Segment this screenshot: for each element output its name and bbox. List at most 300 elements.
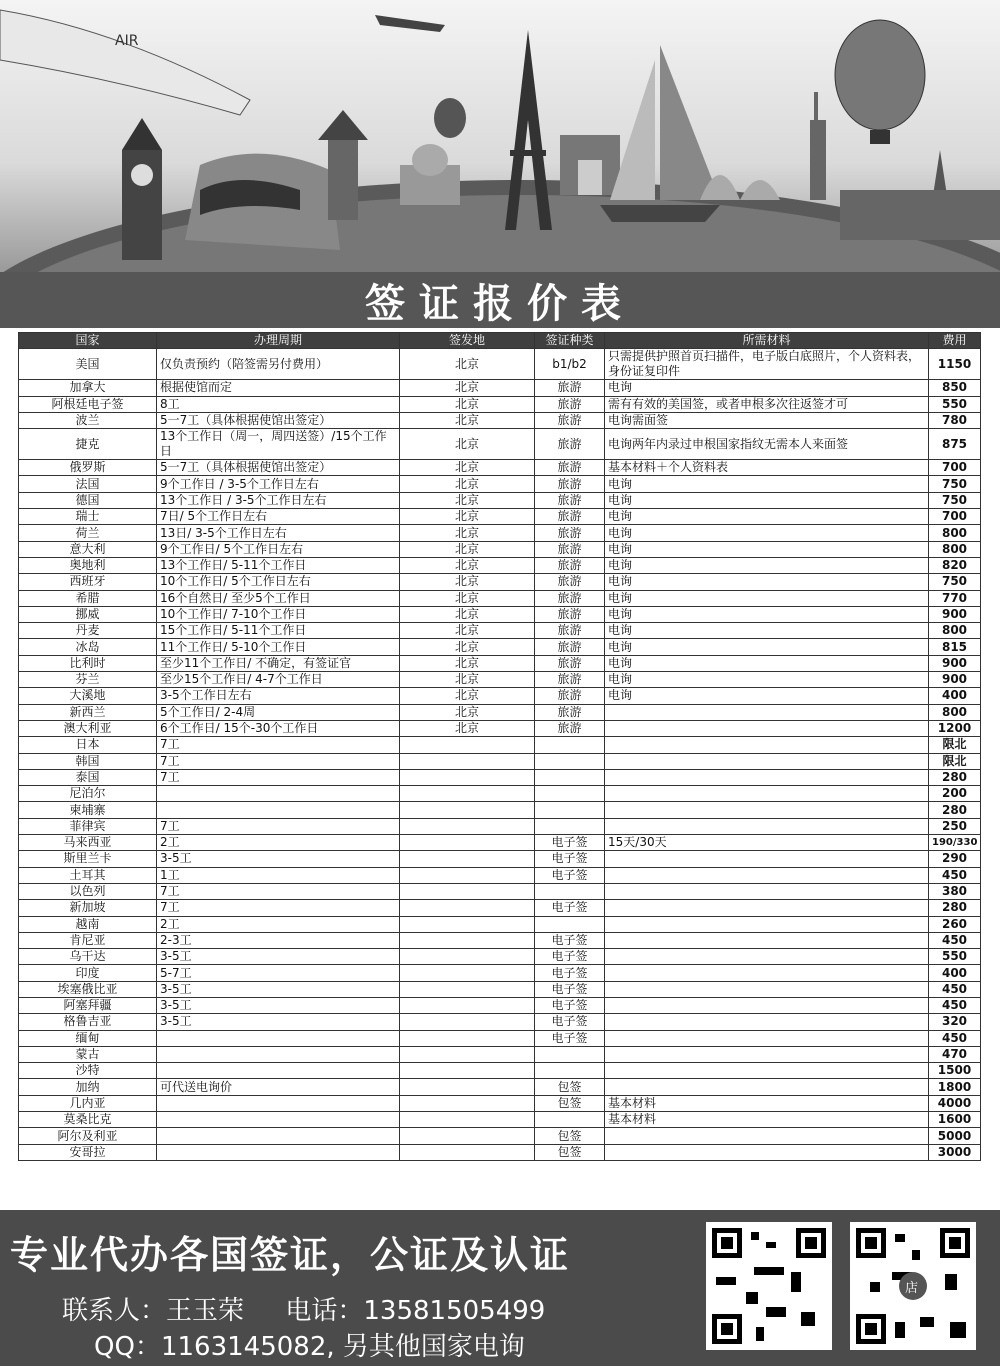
cell-country: 意大利 (19, 541, 157, 557)
landmark-collage-illustration (0, 0, 1000, 272)
cell-issue-place (400, 965, 535, 981)
sailboat-icon (660, 45, 720, 200)
cell-visa-type: 包签 (535, 1095, 605, 1111)
cell-visa-type: 旅游 (535, 639, 605, 655)
cell-period: 5一7工（具体根据使馆出签定） (157, 412, 400, 428)
cell-period (157, 802, 400, 818)
cell-visa-type (535, 818, 605, 834)
qq-label: QQ： (94, 1332, 161, 1362)
cell-country: 乌干达 (19, 949, 157, 965)
cell-fee: 450 (929, 867, 981, 883)
cell-issue-place: 北京 (400, 349, 535, 380)
wechat-qr-code[interactable] (706, 1222, 832, 1350)
cell-fee: 875 (929, 429, 981, 460)
cell-fee: 190/330 (929, 835, 981, 851)
cell-country: 几内亚 (19, 1095, 157, 1111)
cell-fee: 750 (929, 574, 981, 590)
header-fee: 费用 (929, 333, 981, 349)
table-row (19, 1095, 981, 1111)
cell-fee: 470 (929, 1046, 981, 1062)
cell-issue-place (400, 900, 535, 916)
cell-fee: 800 (929, 525, 981, 541)
cell-fee: 770 (929, 590, 981, 606)
cell-fee: 限北 (929, 737, 981, 753)
travel-banner (0, 0, 1000, 272)
cell-visa-type: 电子签 (535, 997, 605, 1013)
cell-fee: 800 (929, 623, 981, 639)
cell-visa-type: 旅游 (535, 476, 605, 492)
cell-period: 7日/ 5个工作日左右 (157, 509, 400, 525)
cell-visa-type (535, 1112, 605, 1128)
cell-fee: 200 (929, 786, 981, 802)
table-row (19, 802, 981, 818)
cell-materials: 基本材料 (605, 1112, 929, 1128)
cell-fee: 780 (929, 412, 981, 428)
cell-period: 3-5工 (157, 997, 400, 1013)
table-row (19, 883, 981, 899)
cell-issue-place (400, 753, 535, 769)
cell-country: 马来西亚 (19, 835, 157, 851)
cell-fee: 1200 (929, 720, 981, 736)
cell-issue-place (400, 949, 535, 965)
table-row (19, 429, 981, 460)
cell-fee: 850 (929, 380, 981, 396)
table-row (19, 949, 981, 965)
cell-country: 以色列 (19, 883, 157, 899)
cell-issue-place: 北京 (400, 380, 535, 396)
cell-period: 7工 (157, 900, 400, 916)
cell-issue-place: 北京 (400, 412, 535, 428)
cell-materials (605, 704, 929, 720)
table-row (19, 655, 981, 671)
cell-fee: 450 (929, 997, 981, 1013)
cell-period: 9个工作日/ 5个工作日左右 (157, 541, 400, 557)
cell-issue-place: 北京 (400, 476, 535, 492)
cell-fee: 700 (929, 460, 981, 476)
page-title-bar (0, 272, 1000, 328)
cell-country: 安哥拉 (19, 1144, 157, 1160)
cell-materials (605, 818, 929, 834)
cell-period: 5个工作日/ 2-4周 (157, 704, 400, 720)
cell-materials (605, 949, 929, 965)
cell-issue-place (400, 1144, 535, 1160)
cell-visa-type: 旅游 (535, 429, 605, 460)
cell-country: 阿塞拜疆 (19, 997, 157, 1013)
cell-period: 13个工作日/ 5-11个工作日 (157, 557, 400, 573)
table-row (19, 769, 981, 785)
table-row (19, 606, 981, 622)
cell-materials: 电询 (605, 590, 929, 606)
table-row (19, 851, 981, 867)
cell-period (157, 1112, 400, 1128)
cell-visa-type: 电子签 (535, 965, 605, 981)
svg-text:AIR: AIR (115, 33, 139, 49)
cell-materials (605, 1128, 929, 1144)
cell-country: 俄罗斯 (19, 460, 157, 476)
table-row (19, 981, 981, 997)
table-row (19, 349, 981, 380)
cell-materials: 电询 (605, 380, 929, 396)
cell-materials: 电询 (605, 606, 929, 622)
statue-of-liberty-icon (810, 120, 826, 200)
cell-visa-type: 旅游 (535, 541, 605, 557)
cell-country: 芬兰 (19, 672, 157, 688)
table-row (19, 737, 981, 753)
cell-issue-place (400, 786, 535, 802)
cell-materials: 电询 (605, 492, 929, 508)
cell-materials (605, 1063, 929, 1079)
cell-period: 根据使馆而定 (157, 380, 400, 396)
cell-country: 新西兰 (19, 704, 157, 720)
cell-visa-type (535, 1046, 605, 1062)
cell-materials: 基本材料 (605, 1095, 929, 1111)
cell-issue-place: 北京 (400, 541, 535, 557)
small-airplane-icon (375, 15, 445, 32)
cell-country: 加拿大 (19, 380, 157, 396)
cell-country: 日本 (19, 737, 157, 753)
table-row (19, 1014, 981, 1030)
cell-visa-type: 旅游 (535, 557, 605, 573)
cell-period: 13个工作日（周一，周四送签）/15个工作日 (157, 429, 400, 460)
cell-country: 美国 (19, 349, 157, 380)
shop-badge: 店 (905, 1281, 919, 1296)
table-row (19, 509, 981, 525)
cell-country: 希腊 (19, 590, 157, 606)
cell-issue-place: 北京 (400, 720, 535, 736)
cell-materials (605, 932, 929, 948)
cell-issue-place (400, 1095, 535, 1111)
cell-materials (605, 997, 929, 1013)
cell-period: 10个工作日/ 7-10个工作日 (157, 606, 400, 622)
cell-period: 9个工作日 / 3-5个工作日左右 (157, 476, 400, 492)
cell-period: 8工 (157, 396, 400, 412)
cell-period: 7工 (157, 883, 400, 899)
cell-visa-type: 旅游 (535, 412, 605, 428)
cell-visa-type: 旅游 (535, 525, 605, 541)
cell-visa-type (535, 802, 605, 818)
cell-visa-type: 电子签 (535, 851, 605, 867)
cell-fee: 450 (929, 932, 981, 948)
contact-footer (0, 1210, 1000, 1366)
cell-country: 菲律宾 (19, 818, 157, 834)
cell-period: 至少11个工作日/ 不确定，有签证官 (157, 655, 400, 671)
cell-period: 7工 (157, 753, 400, 769)
cell-country: 印度 (19, 965, 157, 981)
cell-period: 3-5工 (157, 851, 400, 867)
cell-country: 阿根廷电子签 (19, 396, 157, 412)
cell-issue-place (400, 916, 535, 932)
cell-visa-type: 电子签 (535, 932, 605, 948)
cell-country: 柬埔寨 (19, 802, 157, 818)
cell-materials (605, 981, 929, 997)
cell-issue-place: 北京 (400, 704, 535, 720)
cell-visa-type: 旅游 (535, 380, 605, 396)
cell-issue-place: 北京 (400, 557, 535, 573)
cell-country: 奥地利 (19, 557, 157, 573)
cell-visa-type (535, 737, 605, 753)
cell-country: 挪威 (19, 606, 157, 622)
cell-materials (605, 753, 929, 769)
cell-country: 韩国 (19, 753, 157, 769)
cell-period (157, 786, 400, 802)
cell-fee: 260 (929, 916, 981, 932)
cell-issue-place: 北京 (400, 688, 535, 704)
cell-country: 斯里兰卡 (19, 851, 157, 867)
cell-issue-place: 北京 (400, 429, 535, 460)
cell-materials: 电询 (605, 688, 929, 704)
cell-period: 2工 (157, 916, 400, 932)
cell-fee: 380 (929, 883, 981, 899)
cell-issue-place (400, 981, 535, 997)
cell-issue-place: 北京 (400, 590, 535, 606)
table-row (19, 916, 981, 932)
cell-fee: 450 (929, 981, 981, 997)
cell-issue-place: 北京 (400, 606, 535, 622)
cell-materials: 只需提供护照首页扫描件，电子版白底照片，个人资料表，身份证复印件 (605, 349, 929, 380)
cell-visa-type: 电子签 (535, 835, 605, 851)
header-materials: 所需材料 (605, 333, 929, 349)
cell-fee: 限北 (929, 753, 981, 769)
cell-issue-place (400, 1128, 535, 1144)
cell-fee: 800 (929, 541, 981, 557)
cell-fee: 400 (929, 965, 981, 981)
cell-materials (605, 1030, 929, 1046)
table-row (19, 867, 981, 883)
table-row (19, 835, 981, 851)
cell-materials: 电询 (605, 672, 929, 688)
visa-price-table-container (18, 332, 980, 1206)
table-row (19, 380, 981, 396)
cell-materials: 电询两年内录过申根国家指纹无需本人来面签 (605, 429, 929, 460)
header-period: 办理周期 (157, 333, 400, 349)
cell-visa-type (535, 769, 605, 785)
cell-country: 缅甸 (19, 1030, 157, 1046)
table-row (19, 1030, 981, 1046)
cell-country: 波兰 (19, 412, 157, 428)
cell-issue-place (400, 1112, 535, 1128)
table-row (19, 1144, 981, 1160)
cell-period (157, 1144, 400, 1160)
table-row (19, 688, 981, 704)
small-balloon-icon (434, 98, 466, 138)
cell-visa-type (535, 753, 605, 769)
header-country: 国家 (19, 333, 157, 349)
cell-period (157, 1046, 400, 1062)
cell-country: 新加坡 (19, 900, 157, 916)
other-countries-note: 另其他国家电询 (342, 1332, 525, 1362)
cell-visa-type: 包签 (535, 1128, 605, 1144)
table-row (19, 590, 981, 606)
service-slogan: 专业代办各国签证，公证及认证 (10, 1233, 571, 1277)
cell-issue-place: 北京 (400, 574, 535, 590)
cell-issue-place (400, 818, 535, 834)
cell-country: 莫桑比克 (19, 1112, 157, 1128)
cell-period: 3-5工 (157, 1014, 400, 1030)
table-row (19, 1128, 981, 1144)
cell-country: 埃塞俄比亚 (19, 981, 157, 997)
table-row (19, 1046, 981, 1062)
table-row (19, 997, 981, 1013)
table-row (19, 541, 981, 557)
cell-visa-type: 旅游 (535, 492, 605, 508)
cell-visa-type: 旅游 (535, 590, 605, 606)
cell-fee: 550 (929, 396, 981, 412)
visa-price-table (18, 332, 981, 1161)
table-row (19, 476, 981, 492)
cell-period: 2-3工 (157, 932, 400, 948)
cell-materials (605, 965, 929, 981)
cell-issue-place (400, 867, 535, 883)
cell-fee: 750 (929, 476, 981, 492)
cell-fee: 1150 (929, 349, 981, 380)
cell-fee: 900 (929, 655, 981, 671)
cell-visa-type: 电子签 (535, 900, 605, 916)
cell-visa-type: 旅游 (535, 574, 605, 590)
cell-period: 7工 (157, 769, 400, 785)
table-row (19, 460, 981, 476)
cell-materials: 电询 (605, 525, 929, 541)
cell-visa-type: 包签 (535, 1144, 605, 1160)
cell-country: 冰岛 (19, 639, 157, 655)
cell-period: 可代送电询价 (157, 1079, 400, 1095)
cell-materials: 电询 (605, 639, 929, 655)
cell-period: 13个工作日 / 3-5个工作日左右 (157, 492, 400, 508)
cell-period: 5一7工（具体根据使馆出签定） (157, 460, 400, 476)
cell-materials: 15天/30天 (605, 835, 929, 851)
cell-issue-place: 北京 (400, 396, 535, 412)
cell-materials (605, 720, 929, 736)
cell-fee: 800 (929, 704, 981, 720)
cell-fee: 320 (929, 1014, 981, 1030)
cell-fee: 750 (929, 492, 981, 508)
cell-country: 比利时 (19, 655, 157, 671)
cell-country: 丹麦 (19, 623, 157, 639)
qq-line (94, 1326, 525, 1363)
pagoda-icon (328, 130, 358, 220)
table-row (19, 786, 981, 802)
cell-visa-type: 电子签 (535, 949, 605, 965)
cell-fee: 450 (929, 1030, 981, 1046)
cell-country: 捷克 (19, 429, 157, 460)
cell-country: 肯尼亚 (19, 932, 157, 948)
cell-country: 尼泊尔 (19, 786, 157, 802)
cell-fee: 1600 (929, 1112, 981, 1128)
cell-country: 越南 (19, 916, 157, 932)
cell-visa-type: 电子签 (535, 981, 605, 997)
cell-fee: 5000 (929, 1128, 981, 1144)
cell-fee: 3000 (929, 1144, 981, 1160)
phone-number[interactable]: 13581505499 (363, 1296, 546, 1326)
cell-materials: 电询 (605, 655, 929, 671)
cell-issue-place: 北京 (400, 460, 535, 476)
cell-country: 澳大利亚 (19, 720, 157, 736)
cell-issue-place (400, 851, 535, 867)
cell-fee: 820 (929, 557, 981, 573)
cell-materials: 电询 (605, 574, 929, 590)
cell-visa-type: 包签 (535, 1079, 605, 1095)
cell-visa-type: 电子签 (535, 1014, 605, 1030)
shop-qr-code[interactable] (850, 1222, 976, 1350)
cell-visa-type: 旅游 (535, 460, 605, 476)
cell-materials: 需有有效的美国签，或者申根多次往返签才可 (605, 396, 929, 412)
cell-period: 6个工作日/ 15个-30个工作日 (157, 720, 400, 736)
cell-fee: 250 (929, 818, 981, 834)
cell-period: 10个工作日/ 5个工作日左右 (157, 574, 400, 590)
table-row (19, 492, 981, 508)
table-row (19, 672, 981, 688)
cell-materials (605, 851, 929, 867)
cell-visa-type: 旅游 (535, 688, 605, 704)
cell-materials: 电询需面签 (605, 412, 929, 428)
cell-visa-type: 旅游 (535, 720, 605, 736)
table-header-row (19, 333, 981, 349)
cell-issue-place: 北京 (400, 492, 535, 508)
cell-visa-type: 电子签 (535, 867, 605, 883)
cell-period (157, 1063, 400, 1079)
cell-issue-place: 北京 (400, 672, 535, 688)
cell-materials (605, 769, 929, 785)
cell-period: 7工 (157, 818, 400, 834)
cell-visa-type (535, 786, 605, 802)
cell-country: 西班牙 (19, 574, 157, 590)
table-row (19, 412, 981, 428)
cell-materials (605, 1144, 929, 1160)
cell-materials (605, 1079, 929, 1095)
table-row (19, 965, 981, 981)
cell-materials: 电询 (605, 557, 929, 573)
table-row (19, 396, 981, 412)
cell-country: 瑞士 (19, 509, 157, 525)
cell-issue-place: 北京 (400, 655, 535, 671)
cell-fee: 900 (929, 606, 981, 622)
table-row (19, 525, 981, 541)
qq-number[interactable]: 1163145082, (160, 1332, 335, 1362)
table-row (19, 704, 981, 720)
table-row (19, 818, 981, 834)
cell-issue-place (400, 737, 535, 753)
cell-materials (605, 802, 929, 818)
cell-materials: 电询 (605, 541, 929, 557)
table-row (19, 1063, 981, 1079)
hot-air-balloon-icon (835, 20, 925, 130)
cell-period: 13日/ 3-5个工作日左右 (157, 525, 400, 541)
cell-materials (605, 1046, 929, 1062)
cell-issue-place (400, 883, 535, 899)
cell-materials (605, 916, 929, 932)
cell-issue-place (400, 1030, 535, 1046)
table-row (19, 1079, 981, 1095)
cell-period: 1工 (157, 867, 400, 883)
cell-fee: 900 (929, 672, 981, 688)
cell-country: 沙特 (19, 1063, 157, 1079)
cell-country: 荷兰 (19, 525, 157, 541)
cell-materials: 基本材料＋个人资料表 (605, 460, 929, 476)
cell-visa-type: b1/b2 (535, 349, 605, 380)
cell-issue-place (400, 1063, 535, 1079)
cell-visa-type: 旅游 (535, 672, 605, 688)
phone-label: 电话： (285, 1296, 364, 1326)
cell-materials (605, 737, 929, 753)
cell-visa-type: 旅游 (535, 396, 605, 412)
cell-period: 7工 (157, 737, 400, 753)
cell-issue-place (400, 1079, 535, 1095)
cell-fee: 1800 (929, 1079, 981, 1095)
cell-period (157, 1030, 400, 1046)
table-row (19, 574, 981, 590)
table-row (19, 557, 981, 573)
header-issue-place: 签发地 (400, 333, 535, 349)
cell-country: 泰国 (19, 769, 157, 785)
